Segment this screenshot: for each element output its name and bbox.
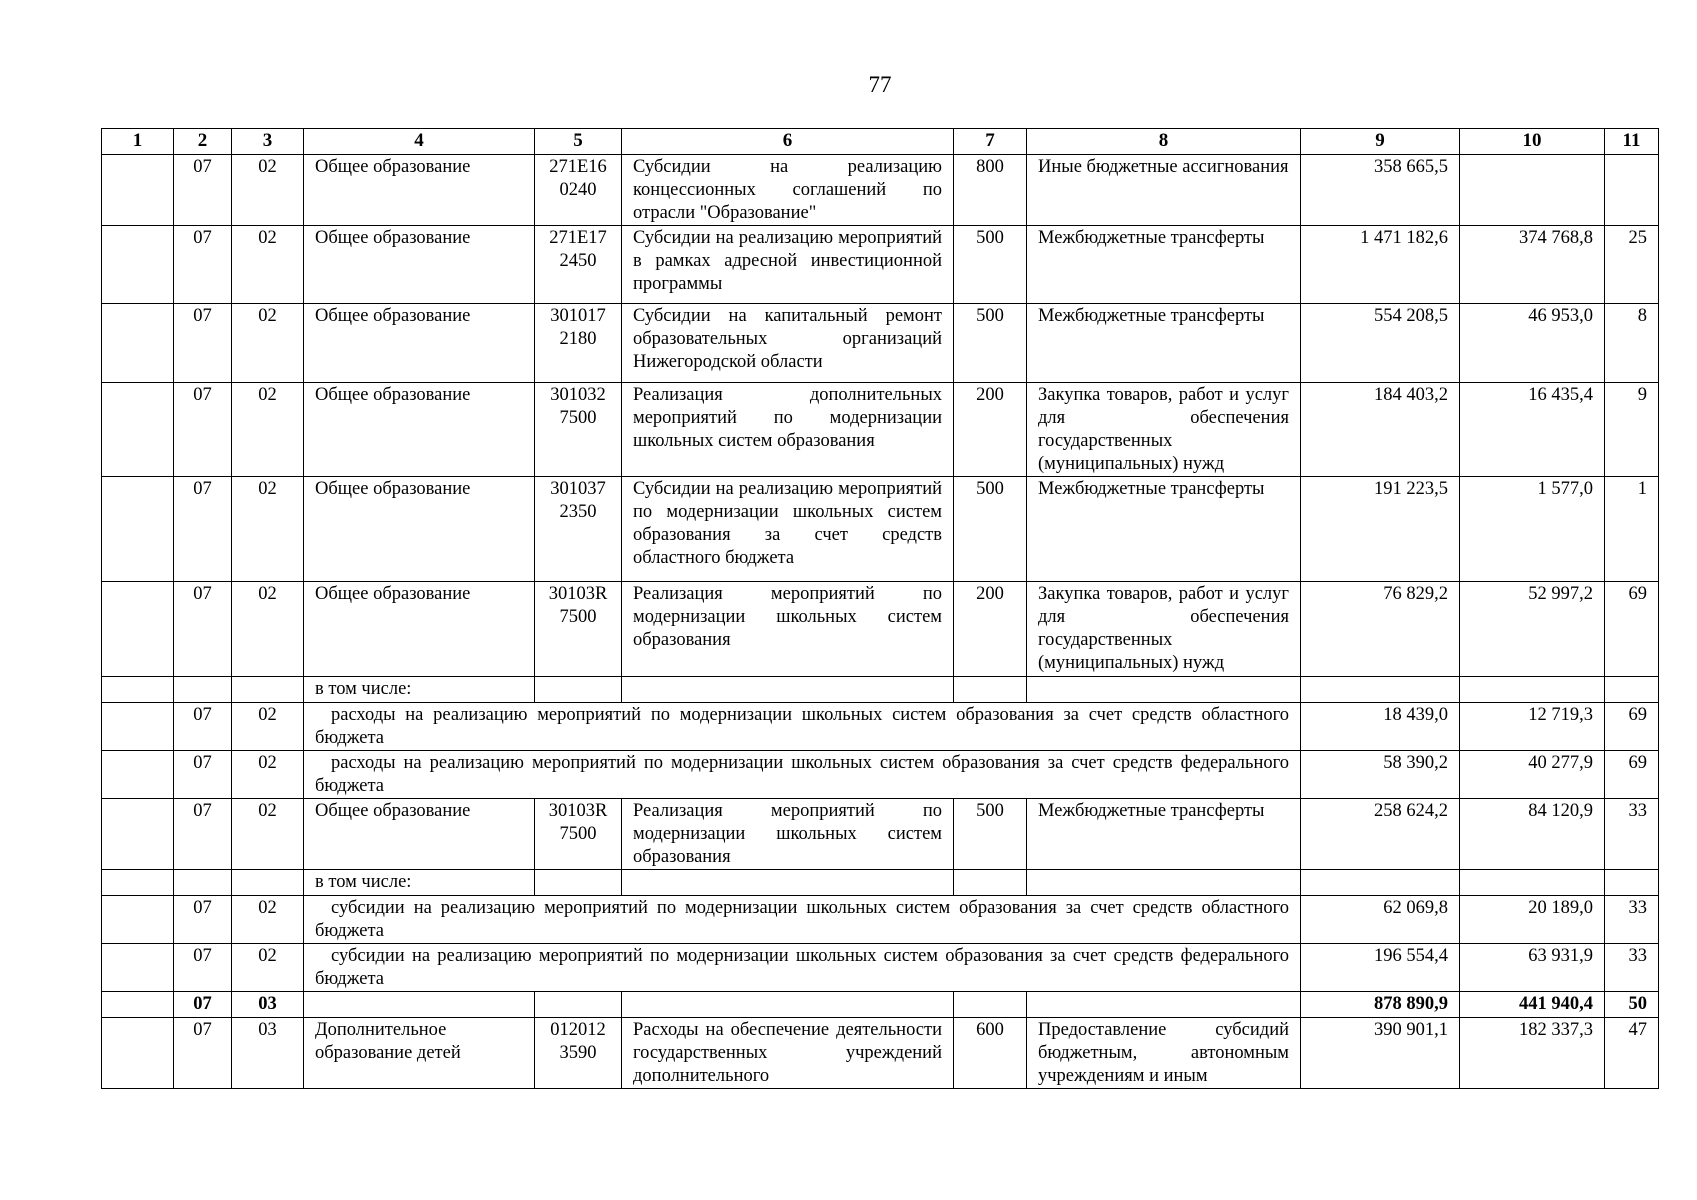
cell-1 — [102, 226, 174, 304]
cell-target-name — [622, 677, 954, 703]
cell-section: 07 — [174, 896, 232, 944]
cell-section: 07 — [174, 304, 232, 383]
cell-expense-code: 200 — [954, 383, 1027, 477]
cell-target-name: Реализация мероприятий по модернизации школьных систем образования — [622, 799, 954, 870]
cell-target-code — [535, 992, 622, 1018]
cell-amount-10 — [1460, 677, 1605, 703]
cell-expense-name — [1027, 870, 1301, 896]
cell-amount-9 — [1301, 870, 1460, 896]
col-header: 8 — [1027, 129, 1301, 155]
including-label: в том числе: — [304, 870, 535, 896]
cell-1 — [102, 799, 174, 870]
table-row — [102, 944, 1659, 992]
cell-subsection: 02 — [232, 383, 304, 477]
cell-expense-name: Закупка товаров, работ и услуг для обеспечения государственных (муниципальных) нужд — [1027, 383, 1301, 477]
table-row-total — [102, 992, 1659, 1018]
table-row — [102, 226, 1659, 304]
col-header: 6 — [622, 129, 954, 155]
cell-subsection: 02 — [232, 799, 304, 870]
cell-subsection — [232, 677, 304, 703]
cell-1 — [102, 992, 174, 1018]
cell-expense-name: Межбюджетные трансферты — [1027, 226, 1301, 304]
cell-section-name — [304, 992, 535, 1018]
cell-percent: 1 — [1605, 477, 1659, 582]
cell-expense-name: Иные бюджетные ассигнования — [1027, 155, 1301, 226]
cell-1 — [102, 155, 174, 226]
cell-expense-code — [954, 677, 1027, 703]
cell-amount-10: 46 953,0 — [1460, 304, 1605, 383]
cell-target-code: 301032 7500 — [535, 383, 622, 477]
cell-expense-code: 600 — [954, 1018, 1027, 1089]
cell-expense-code — [954, 870, 1027, 896]
table-row — [102, 751, 1659, 799]
cell-section: 07 — [174, 383, 232, 477]
cell-1 — [102, 477, 174, 582]
cell-amount-10: 16 435,4 — [1460, 383, 1605, 477]
cell-amount-9: 184 403,2 — [1301, 383, 1460, 477]
cell-section — [174, 677, 232, 703]
cell-1 — [102, 677, 174, 703]
cell-amount-10: 1 577,0 — [1460, 477, 1605, 582]
cell-amount-9 — [1301, 677, 1460, 703]
cell-1 — [102, 751, 174, 799]
table-row — [102, 1018, 1659, 1089]
col-header: 3 — [232, 129, 304, 155]
cell-percent: 69 — [1605, 703, 1659, 751]
cell-expense-name: Межбюджетные трансферты — [1027, 477, 1301, 582]
table-row — [102, 477, 1659, 582]
col-header: 11 — [1605, 129, 1659, 155]
cell-section-name: Общее образование — [304, 799, 535, 870]
cell-percent: 50 — [1605, 992, 1659, 1018]
cell-amount-9: 62 069,8 — [1301, 896, 1460, 944]
cell-section-name: Общее образование — [304, 226, 535, 304]
cell-amount-10: 20 189,0 — [1460, 896, 1605, 944]
cell-expense-name: Межбюджетные трансферты — [1027, 304, 1301, 383]
col-header: 4 — [304, 129, 535, 155]
cell-section-name: Общее образование — [304, 383, 535, 477]
cell-target-name: Субсидии на реализацию концессионных соглашений по отрасли "Образование" — [622, 155, 954, 226]
cell-amount-10: 40 277,9 — [1460, 751, 1605, 799]
cell-target-code — [535, 870, 622, 896]
cell-amount-9: 878 890,9 — [1301, 992, 1460, 1018]
cell-section: 07 — [174, 703, 232, 751]
cell-1 — [102, 944, 174, 992]
cell-1 — [102, 1018, 174, 1089]
cell-amount-10: 84 120,9 — [1460, 799, 1605, 870]
cell-section: 07 — [174, 992, 232, 1018]
cell-target-code: 301017 2180 — [535, 304, 622, 383]
col-header: 5 — [535, 129, 622, 155]
cell-percent: 33 — [1605, 799, 1659, 870]
budget-table — [101, 128, 1659, 1089]
cell-expense-name: Закупка товаров, работ и услуг для обеспечения государственных (муниципальных) нужд — [1027, 582, 1301, 677]
cell-section: 07 — [174, 226, 232, 304]
cell-section: 07 — [174, 582, 232, 677]
cell-section-name: Общее образование — [304, 155, 535, 226]
cell-target-code: 271E16 0240 — [535, 155, 622, 226]
cell-description: расходы на реализацию мероприятий по модернизации школьных систем образования за счет средств федерального бюджета — [304, 751, 1301, 799]
cell-amount-10: 374 768,8 — [1460, 226, 1605, 304]
cell-subsection — [232, 870, 304, 896]
cell-subsection: 02 — [232, 582, 304, 677]
cell-percent: 25 — [1605, 226, 1659, 304]
cell-expense-name — [1027, 992, 1301, 1018]
cell-percent: 69 — [1605, 582, 1659, 677]
cell-expense-name: Межбюджетные трансферты — [1027, 799, 1301, 870]
cell-percent: 69 — [1605, 751, 1659, 799]
cell-section-name: Общее образование — [304, 304, 535, 383]
table-row-label — [102, 870, 1659, 896]
cell-amount-9: 258 624,2 — [1301, 799, 1460, 870]
cell-description: субсидии на реализацию мероприятий по модернизации школьных систем образования за счет средств областного бюджета — [304, 896, 1301, 944]
cell-percent: 8 — [1605, 304, 1659, 383]
cell-amount-10 — [1460, 870, 1605, 896]
cell-expense-code: 500 — [954, 799, 1027, 870]
cell-target-code: 30103R 7500 — [535, 799, 622, 870]
cell-amount-10: 52 997,2 — [1460, 582, 1605, 677]
table-row-label — [102, 677, 1659, 703]
cell-description: расходы на реализацию мероприятий по модернизации школьных систем образования за счет средств областного бюджета — [304, 703, 1301, 751]
table-row — [102, 703, 1659, 751]
cell-percent — [1605, 870, 1659, 896]
cell-amount-9: 1 471 182,6 — [1301, 226, 1460, 304]
cell-subsection: 02 — [232, 751, 304, 799]
cell-amount-10: 182 337,3 — [1460, 1018, 1605, 1089]
cell-subsection: 02 — [232, 896, 304, 944]
cell-expense-code: 500 — [954, 226, 1027, 304]
cell-subsection: 03 — [232, 992, 304, 1018]
cell-target-name: Субсидии на реализацию мероприятий по модернизации школьных систем образования за счет средств областного бюджета — [622, 477, 954, 582]
cell-subsection: 02 — [232, 304, 304, 383]
cell-section-name: Общее образование — [304, 477, 535, 582]
cell-target-name: Расходы на обеспечение деятельности государственных учреждений дополнительного — [622, 1018, 954, 1089]
cell-section: 07 — [174, 1018, 232, 1089]
cell-section: 07 — [174, 155, 232, 226]
cell-expense-name: Предоставление субсидий бюджетным, автономным учреждениям и иным — [1027, 1018, 1301, 1089]
table-row — [102, 799, 1659, 870]
cell-percent: 47 — [1605, 1018, 1659, 1089]
cell-amount-10: 441 940,4 — [1460, 992, 1605, 1018]
cell-amount-10: 63 931,9 — [1460, 944, 1605, 992]
cell-subsection: 03 — [232, 1018, 304, 1089]
cell-expense-name — [1027, 677, 1301, 703]
page-number: 77 — [868, 72, 892, 97]
cell-target-name: Субсидии на капитальный ремонт образовательных организаций Нижегородской области — [622, 304, 954, 383]
cell-target-name: Реализация мероприятий по модернизации школьных систем образования — [622, 582, 954, 677]
cell-expense-code — [954, 992, 1027, 1018]
col-header: 10 — [1460, 129, 1605, 155]
cell-amount-9: 58 390,2 — [1301, 751, 1460, 799]
cell-amount-9: 196 554,4 — [1301, 944, 1460, 992]
table-row — [102, 896, 1659, 944]
cell-subsection: 02 — [232, 944, 304, 992]
cell-subsection: 02 — [232, 155, 304, 226]
cell-amount-10 — [1460, 155, 1605, 226]
cell-expense-code: 500 — [954, 304, 1027, 383]
cell-1 — [102, 870, 174, 896]
cell-target-name: Реализация дополнительных мероприятий по модернизации школьных систем образования — [622, 383, 954, 477]
header-row — [102, 129, 1659, 155]
cell-subsection: 02 — [232, 703, 304, 751]
table-row — [102, 304, 1659, 383]
cell-subsection: 02 — [232, 477, 304, 582]
cell-target-code: 012012 3590 — [535, 1018, 622, 1089]
cell-amount-9: 554 208,5 — [1301, 304, 1460, 383]
cell-section: 07 — [174, 477, 232, 582]
col-header: 2 — [174, 129, 232, 155]
col-header: 9 — [1301, 129, 1460, 155]
cell-target-code — [535, 677, 622, 703]
cell-expense-code: 200 — [954, 582, 1027, 677]
table-row — [102, 582, 1659, 677]
cell-1 — [102, 383, 174, 477]
cell-subsection: 02 — [232, 226, 304, 304]
cell-percent — [1605, 155, 1659, 226]
cell-target-name: Субсидии на реализацию мероприятий в рамках адресной инвестиционной программы — [622, 226, 954, 304]
cell-target-name — [622, 870, 954, 896]
cell-amount-9: 76 829,2 — [1301, 582, 1460, 677]
cell-target-code: 271E17 2450 — [535, 226, 622, 304]
cell-percent: 9 — [1605, 383, 1659, 477]
including-label: в том числе: — [304, 677, 535, 703]
cell-amount-9: 18 439,0 — [1301, 703, 1460, 751]
cell-section-name: Общее образование — [304, 582, 535, 677]
cell-target-code: 30103R 7500 — [535, 582, 622, 677]
cell-description: субсидии на реализацию мероприятий по модернизации школьных систем образования за счет средств федерального бюджета — [304, 944, 1301, 992]
cell-amount-9: 390 901,1 — [1301, 1018, 1460, 1089]
cell-section — [174, 870, 232, 896]
cell-1 — [102, 582, 174, 677]
cell-amount-9: 358 665,5 — [1301, 155, 1460, 226]
cell-target-name — [622, 992, 954, 1018]
cell-1 — [102, 304, 174, 383]
cell-expense-code: 800 — [954, 155, 1027, 226]
col-header: 7 — [954, 129, 1027, 155]
cell-1 — [102, 703, 174, 751]
cell-percent: 33 — [1605, 944, 1659, 992]
cell-section: 07 — [174, 944, 232, 992]
cell-percent — [1605, 677, 1659, 703]
cell-expense-code: 500 — [954, 477, 1027, 582]
table-row — [102, 155, 1659, 226]
cell-amount-9: 191 223,5 — [1301, 477, 1460, 582]
table-row — [102, 383, 1659, 477]
cell-1 — [102, 896, 174, 944]
cell-percent: 33 — [1605, 896, 1659, 944]
cell-amount-10: 12 719,3 — [1460, 703, 1605, 751]
cell-section: 07 — [174, 751, 232, 799]
cell-section-name: Дополнительное образование детей — [304, 1018, 535, 1089]
cell-section: 07 — [174, 799, 232, 870]
col-header: 1 — [102, 129, 174, 155]
cell-target-code: 301037 2350 — [535, 477, 622, 582]
